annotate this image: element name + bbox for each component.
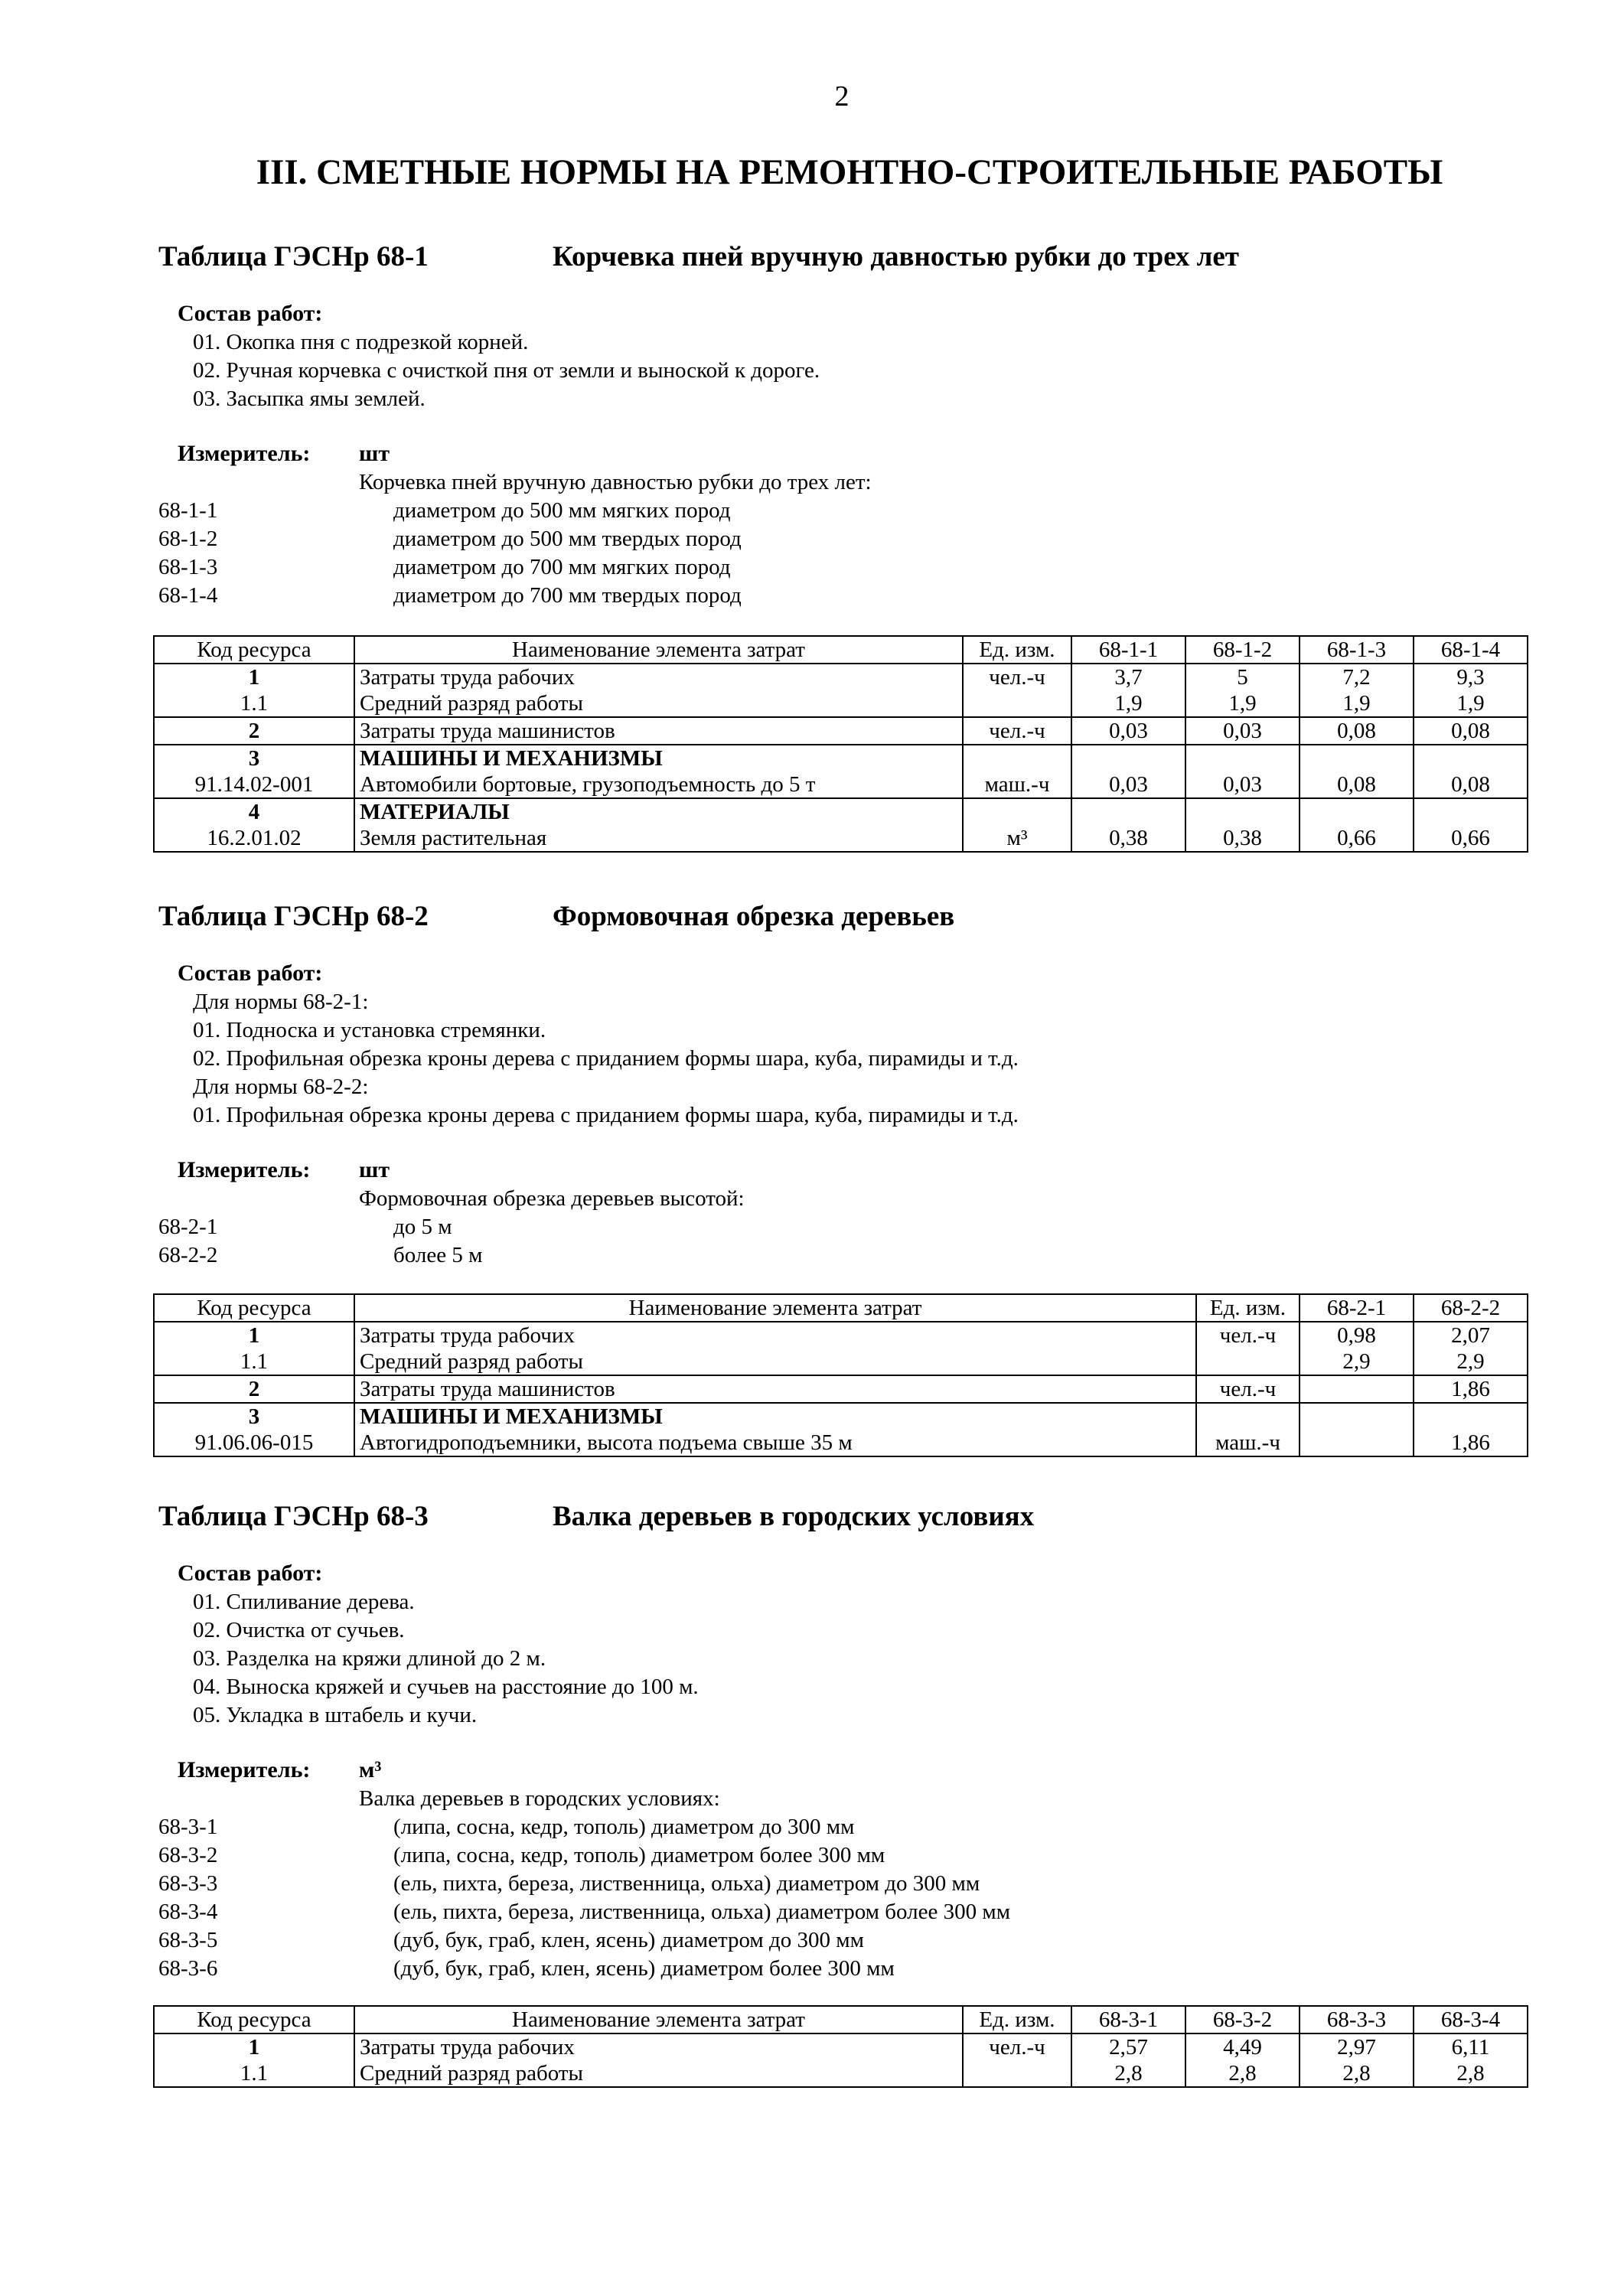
works-item: Для нормы 68-2-2: [193,1075,369,1099]
resource-code: 3 [154,745,354,771]
table-row [154,1322,1528,1349]
value-cell: 2,07 [1414,1322,1528,1349]
header-cell: 68-1-2 [1185,636,1300,664]
works-item: 01. Спиливание дерева. [193,1590,415,1614]
value-cell [1071,745,1185,771]
value-cell: 0,08 [1414,717,1528,745]
norm-code: 68-2-1 [158,1215,218,1239]
value-cell [1414,1403,1528,1430]
table-row [154,2060,1528,2087]
value-cell: 1,9 [1185,690,1300,717]
table-row [154,771,1528,798]
value-cell: 0,38 [1071,825,1185,852]
works-label: Состав работ: [178,960,323,986]
value-cell: 0,08 [1300,771,1414,798]
value-cell: 0,08 [1414,771,1528,798]
unit-cell: м³ [963,825,1071,852]
works-label: Состав работ: [178,301,323,326]
header-cell: Ед. изм. [963,636,1071,664]
resource-code: 2 [154,717,354,745]
value-cell: 2,8 [1071,2060,1185,2087]
resource-code: 4 [154,798,354,825]
resource-code: 1.1 [154,1349,354,1375]
unit-value: шт [359,441,390,466]
norm-title: Формовочная обрезка деревьев высотой: [359,1186,745,1211]
header-cell: Код ресурса [154,636,354,664]
cost-element: Затраты труда рабочих [354,664,963,690]
value-cell: 1,9 [1071,690,1185,717]
norm-text: до 5 м [393,1215,452,1239]
value-cell: 1,9 [1414,690,1528,717]
table-row [154,825,1528,852]
value-cell: 0,03 [1071,771,1185,798]
value-cell: 2,9 [1300,1349,1414,1375]
header-cell: 68-1-3 [1300,636,1414,664]
unit-cell: чел.-ч [1196,1375,1300,1403]
norm-code: 68-1-2 [158,527,218,551]
resource-code: 91.06.06-015 [154,1430,354,1456]
value-cell [1185,745,1300,771]
norm-text: диаметром до 500 мм мягких пород [393,498,731,523]
value-cell [1185,798,1300,825]
value-cell [1300,1403,1414,1430]
norm-text: диаметром до 500 мм твердых пород [393,527,742,551]
table-header-row [154,636,1528,664]
value-cell: 0,38 [1185,825,1300,852]
resource-code: 1 [154,2033,354,2060]
value-cell [1300,798,1414,825]
norm-text: (ель, пихта, береза, лиственница, ольха) диаметром более 300 мм [393,1900,1011,1924]
table-header-row [154,2006,1528,2033]
table-row [154,1375,1528,1403]
unit-label: Измеритель: [178,1757,311,1782]
value-cell: 0,08 [1300,717,1414,745]
value-cell: 0,66 [1300,825,1414,852]
works-label: Состав работ: [178,1561,323,1586]
header-cell: 68-3-2 [1185,2006,1300,2033]
works-item: 03. Разделка на кряжи длиной до 2 м. [193,1646,546,1671]
resource-code: 1 [154,1322,354,1349]
unit-cell [963,745,1071,771]
cost-element: Затраты труда рабочих [354,1322,1196,1349]
unit-cell: чел.-ч [963,2033,1071,2060]
works-item: 01. Профильная обрезка кроны дерева с приданием формы шара, куба, пирамиды и т.д. [193,1103,1019,1127]
value-cell: 7,2 [1300,664,1414,690]
works-item: 05. Укладка в штабель и кучи. [193,1703,478,1727]
cost-element: МАШИНЫ И МЕХАНИЗМЫ [354,1403,1196,1430]
resource-code: 1.1 [154,2060,354,2087]
value-cell [1414,745,1528,771]
value-cell: 2,8 [1414,2060,1528,2087]
cost-element: Средний разряд работы [354,690,963,717]
value-cell: 2,97 [1300,2033,1414,2060]
resource-code: 3 [154,1403,354,1430]
table-title: Формовочная обрезка деревьев [553,901,955,932]
unit-cell [963,2060,1071,2087]
value-cell: 2,9 [1414,1349,1528,1375]
header-cell: 68-2-2 [1414,1294,1528,1322]
unit-label: Измеритель: [178,1157,311,1182]
table-row [154,798,1528,825]
table-header-row [154,1294,1528,1322]
page-number: 2 [834,80,850,113]
works-item: 01. Подноска и установка стремянки. [193,1018,546,1042]
table-label: Таблица ГЭСНр 68-2 [158,901,429,932]
header-cell: Ед. изм. [963,2006,1071,2033]
norm-code: 68-3-4 [158,1900,218,1924]
value-cell: 5 [1185,664,1300,690]
unit-value: шт [359,1157,390,1182]
unit-cell [1196,1403,1300,1430]
header-cell: 68-3-3 [1300,2006,1414,2033]
norm-code: 68-2-2 [158,1243,218,1267]
works-item: Для нормы 68-2-1: [193,990,369,1014]
unit-cell: чел.-ч [963,717,1071,745]
unit-cell: чел.-ч [1196,1322,1300,1349]
works-item: 04. Выноска кряжей и сучьев на расстояние до 100 м. [193,1675,699,1699]
norm-code: 68-1-3 [158,555,218,579]
table-label: Таблица ГЭСНр 68-3 [158,1501,429,1532]
table-row [154,745,1528,771]
norm-title: Валка деревьев в городских условиях: [359,1786,720,1811]
norm-text: (дуб, бук, граб, клен, ясень) диаметром до 300 мм [393,1928,864,1952]
value-cell: 2,8 [1300,2060,1414,2087]
header-cell: Код ресурса [154,2006,354,2033]
norm-text: (липа, сосна, кедр, тополь) диаметром до 300 мм [393,1815,855,1839]
table-row [154,2033,1528,2060]
value-cell [1414,798,1528,825]
value-cell: 9,3 [1414,664,1528,690]
norm-text: более 5 м [393,1243,483,1267]
norm-code: 68-1-1 [158,498,218,523]
unit-label: Измеритель: [178,441,311,466]
table-title: Корчевка пней вручную давностью рубки до трех лет [553,241,1239,272]
header-cell: Код ресурса [154,1294,354,1322]
table-row [154,717,1528,745]
norm-code: 68-3-5 [158,1928,218,1952]
table-title: Валка деревьев в городских условиях [553,1501,1035,1532]
value-cell: 0,03 [1071,717,1185,745]
value-cell: 4,49 [1185,2033,1300,2060]
norm-title: Корчевка пней вручную давностью рубки до трех лет: [359,470,872,494]
resource-code: 16.2.01.02 [154,825,354,852]
table-row [154,1430,1528,1456]
cost-element: МАШИНЫ И МЕХАНИЗМЫ [354,745,963,771]
norm-text: диаметром до 700 мм мягких пород [393,555,731,579]
cost-element: Средний разряд работы [354,1349,1196,1375]
value-cell: 1,86 [1414,1430,1528,1456]
table-label: Таблица ГЭСНр 68-1 [158,241,429,272]
norm-code: 68-3-2 [158,1843,218,1867]
cost-element: Автомобили бортовые, грузоподъемность до 5 т [354,771,963,798]
table-row [154,664,1528,690]
cost-element: Средний разряд работы [354,2060,963,2087]
header-cell: 68-1-4 [1414,636,1528,664]
norm-code: 68-3-1 [158,1815,218,1839]
unit-cell: маш.-ч [1196,1430,1300,1456]
value-cell: 0,98 [1300,1322,1414,1349]
cost-element: МАТЕРИАЛЫ [354,798,963,825]
cost-element: Затраты труда машинистов [354,1375,1196,1403]
value-cell [1300,1375,1414,1403]
page-title: III. СМЕТНЫЕ НОРМЫ НА РЕМОНТНО-СТРОИТЕЛЬНЫЕ РАБОТЫ [256,152,1443,192]
unit-cell [963,798,1071,825]
resource-code: 2 [154,1375,354,1403]
value-cell: 0,03 [1185,771,1300,798]
value-cell: 3,7 [1071,664,1185,690]
value-cell: 6,11 [1414,2033,1528,2060]
norm-code: 68-1-4 [158,583,218,608]
header-cell: Наименование элемента затрат [354,636,963,664]
header-cell: Ед. изм. [1196,1294,1300,1322]
value-cell: 1,9 [1300,690,1414,717]
cost-element: Автогидроподъемники, высота подъема свыше 35 м [354,1430,1196,1456]
norm-text: (ель, пихта, береза, лиственница, ольха) диаметром до 300 мм [393,1871,980,1896]
norms-table-68-1 [153,635,1528,853]
table-row [154,1349,1528,1375]
table-row [154,1403,1528,1430]
header-cell: 68-2-1 [1300,1294,1414,1322]
resource-code: 1.1 [154,690,354,717]
cost-element: Затраты труда машинистов [354,717,963,745]
unit-value: м³ [359,1757,382,1782]
unit-cell [1196,1349,1300,1375]
works-item: 02. Ручная корчевка с очисткой пня от земли и выноской к дороге. [193,358,820,383]
value-cell: 0,66 [1414,825,1528,852]
unit-cell [963,690,1071,717]
unit-cell: маш.-ч [963,771,1071,798]
norm-text: диаметром до 700 мм твердых пород [393,583,742,608]
norm-text: (дуб, бук, граб, клен, ясень) диаметром более 300 мм [393,1956,895,1981]
value-cell [1300,1430,1414,1456]
works-item: 03. Засыпка ямы землей. [193,386,426,411]
works-item: 02. Очистка от сучьев. [193,1618,405,1642]
norm-code: 68-3-6 [158,1956,218,1981]
norm-code: 68-3-3 [158,1871,218,1896]
unit-cell: чел.-ч [963,664,1071,690]
table-row [154,690,1528,717]
value-cell [1071,798,1185,825]
value-cell [1300,745,1414,771]
header-cell: 68-1-1 [1071,636,1185,664]
cost-element: Земля растительная [354,825,963,852]
resource-code: 91.14.02-001 [154,771,354,798]
value-cell: 1,86 [1414,1375,1528,1403]
resource-code: 1 [154,664,354,690]
norm-text: (липа, сосна, кедр, тополь) диаметром более 300 мм [393,1843,885,1867]
value-cell: 2,57 [1071,2033,1185,2060]
works-item: 02. Профильная обрезка кроны дерева с приданием формы шара, куба, пирамиды и т.д. [193,1046,1019,1071]
norms-table-68-2 [153,1293,1528,1457]
header-cell: Наименование элемента затрат [354,1294,1196,1322]
works-item: 01. Окопка пня с подрезкой корней. [193,330,529,354]
value-cell: 0,03 [1185,717,1300,745]
norms-table-68-3 [153,2005,1528,2088]
cost-element: Затраты труда рабочих [354,2033,963,2060]
header-cell: 68-3-4 [1414,2006,1528,2033]
header-cell: 68-3-1 [1071,2006,1185,2033]
value-cell: 2,8 [1185,2060,1300,2087]
header-cell: Наименование элемента затрат [354,2006,963,2033]
